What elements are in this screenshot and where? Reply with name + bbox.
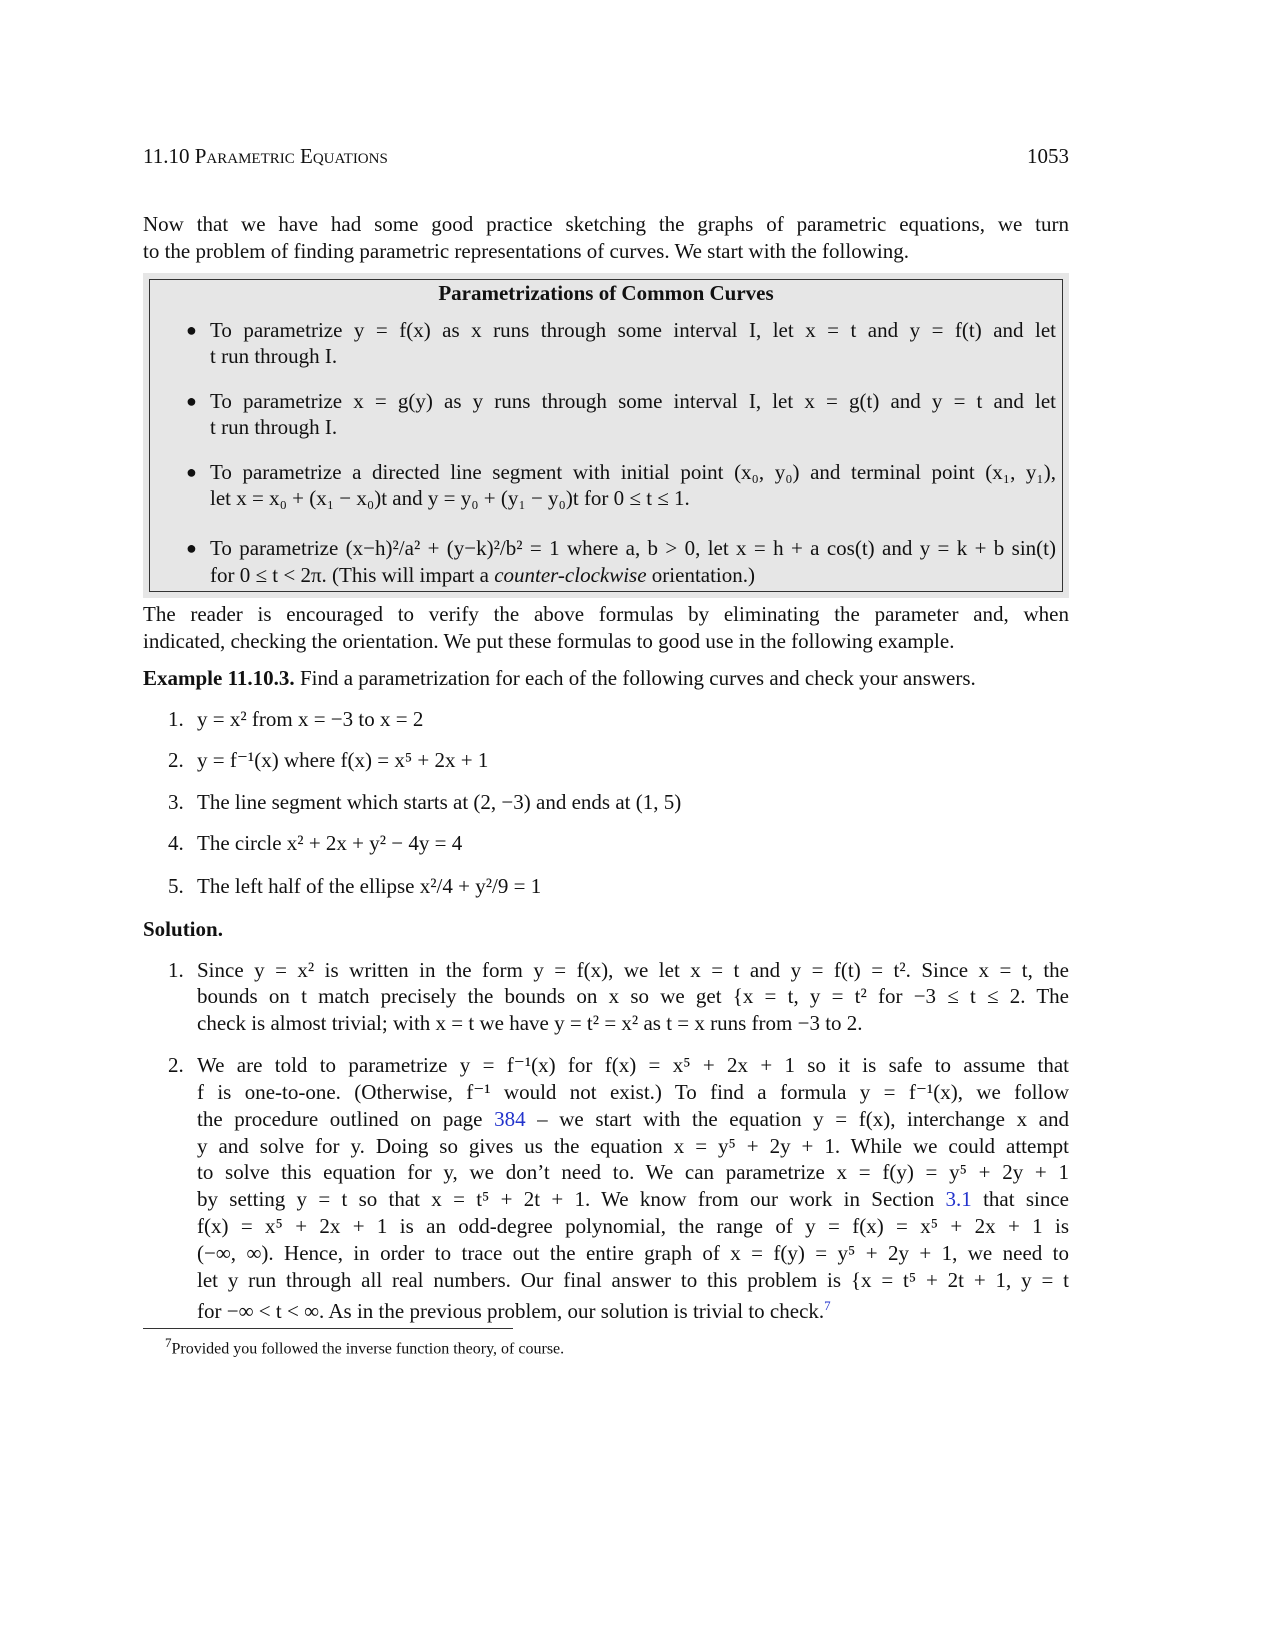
box-bullet-line	[210, 562, 1056, 588]
box-bullet-line: To parametrize a directed line segment with initial point (x₀, y₀) and terminal point (x₁, y₁),	[210, 460, 1056, 484]
solution-heading: Solution.	[143, 917, 223, 941]
example-heading	[143, 665, 1069, 691]
example-item: The line segment which starts at (2, −3) and ends at (1, 5)	[197, 790, 682, 814]
item-number: 2.	[168, 748, 184, 772]
section-link[interactable]: 3.1	[945, 1187, 972, 1211]
page-number: 1053	[1027, 144, 1069, 168]
box-bullet-line: let x = x₀ + (x₁ − x₀)t and y = y₀ + (y₁ − y₀)t for 0 ≤ t ≤ 1.	[210, 486, 690, 510]
item-number: 1.	[168, 958, 184, 982]
paragraph-line: indicated, checking the orientation. We put these formulas to good use in the following example.	[143, 629, 955, 653]
item-number: 4.	[168, 831, 184, 855]
running-header-section: 11.10 Parametric Equations	[143, 144, 388, 168]
solution-line: check is almost trivial; with x = t we have y = t² = x² as t = x runs from −3 to 2.	[197, 1011, 863, 1035]
bullet-icon: ●	[186, 538, 197, 558]
box-title: Parametrizations of Common Curves	[438, 281, 774, 305]
text: for −∞ < t < ∞. As in the previous problem, our solution is trivial to check.	[197, 1299, 825, 1323]
solution-line: to solve this equation for y, we don’t need to. We can parametrize x = f(y) = y⁵ + 2y + 1	[197, 1160, 1069, 1184]
solution-line	[197, 1106, 1069, 1132]
text: that since	[971, 1187, 1069, 1211]
example-item: y = f⁻¹(x) where f(x) = x⁵ + 2x + 1	[197, 748, 489, 772]
solution-line: f is one-to-one. (Otherwise, f⁻¹ would not exist.) To find a formula y = f⁻¹(x), we follow	[197, 1080, 1069, 1104]
footnote-rule	[143, 1328, 513, 1329]
item-number: 2.	[168, 1053, 184, 1077]
item-number: 5.	[168, 874, 184, 898]
solution-line: Since y = x² is written in the form y = f(x), we let x = t and y = f(t) = t². Since x = t, the	[197, 958, 1069, 982]
text: for 0 ≤ t < 2π. (This will impart a	[210, 563, 495, 587]
solution-line: (−∞, ∞). Hence, in order to trace out the entire graph of x = f(y) = y⁵ + 2y + 1, we need to	[197, 1241, 1069, 1265]
intro-line: Now that we have had some good practice sketching the graphs of parametric equations, we turn	[143, 212, 1069, 236]
example-text: Find a parametrization for each of the following curves and check your answers.	[299, 666, 976, 690]
example-label: Example 11.10.3.	[143, 666, 295, 690]
item-number: 1.	[168, 707, 184, 731]
solution-line	[197, 1186, 1069, 1212]
solution-line: f(x) = x⁵ + 2x + 1 is an odd-degree polynomial, the range of y = f(x) = x⁵ + 2x + 1 is	[197, 1214, 1069, 1238]
footnote-text: Provided you followed the inverse function theory, of course.	[171, 1340, 565, 1358]
box-bullet-line: To parametrize (x−h)²/a² + (y−k)²/b² = 1 where a, b > 0, let x = h + a cos(t) and y = k + b sin(t)	[210, 536, 1056, 560]
example-item: The circle x² + 2x + y² − 4y = 4	[197, 831, 463, 855]
footnote-mark: 7	[165, 1335, 172, 1350]
box-bullet-line: To parametrize x = g(y) as y runs through some interval I, let x = g(t) and y = t and let	[210, 389, 1056, 413]
bullet-icon: ●	[186, 320, 197, 340]
footnote-link[interactable]: 7	[824, 1298, 831, 1313]
bullet-icon: ●	[186, 391, 197, 411]
example-item: The left half of the ellipse x²/4 + y²/9 = 1	[197, 874, 542, 898]
solution-line: let y run through all real numbers. Our final answer to this problem is {x = t⁵ + 2t + 1, y = t	[197, 1268, 1069, 1292]
text: orientation.)	[646, 563, 756, 587]
solution-line: y and solve for y. Doing so gives us the equation x = y⁵ + 2y + 1. While we could attempt	[197, 1134, 1069, 1158]
text: the procedure outlined on page	[197, 1107, 495, 1131]
emphasis: counter-clockwise	[494, 563, 647, 587]
item-number: 3.	[168, 790, 184, 814]
text: – we start with the equation y = f(x), interchange x and	[525, 1107, 1070, 1131]
solution-line	[197, 1293, 1069, 1324]
intro-line: to the problem of finding parametric representations of curves. We start with the following.	[143, 239, 909, 263]
box-bullet-line: t run through I.	[210, 344, 338, 368]
example-item: y = x² from x = −3 to x = 2	[197, 707, 424, 731]
text: by setting y = t so that x = t⁵ + 2t + 1. We know from our work in Section	[197, 1187, 946, 1211]
solution-line: We are told to parametrize y = f⁻¹(x) for f(x) = x⁵ + 2x + 1 so it is safe to assume that	[197, 1053, 1069, 1077]
paragraph-line: The reader is encouraged to verify the above formulas by eliminating the parameter and, when	[143, 602, 1069, 626]
bullet-icon: ●	[186, 462, 197, 482]
box-bullet-line: To parametrize y = f(x) as x runs through some interval I, let x = t and y = f(t) and let	[210, 318, 1056, 342]
footnote	[165, 1333, 564, 1359]
page-link[interactable]: 384	[494, 1107, 526, 1131]
box-bullet-line: t run through I.	[210, 415, 338, 439]
solution-line: bounds on t match precisely the bounds on x so we get {x = t, y = t² for −3 ≤ t ≤ 2. The	[197, 984, 1069, 1008]
